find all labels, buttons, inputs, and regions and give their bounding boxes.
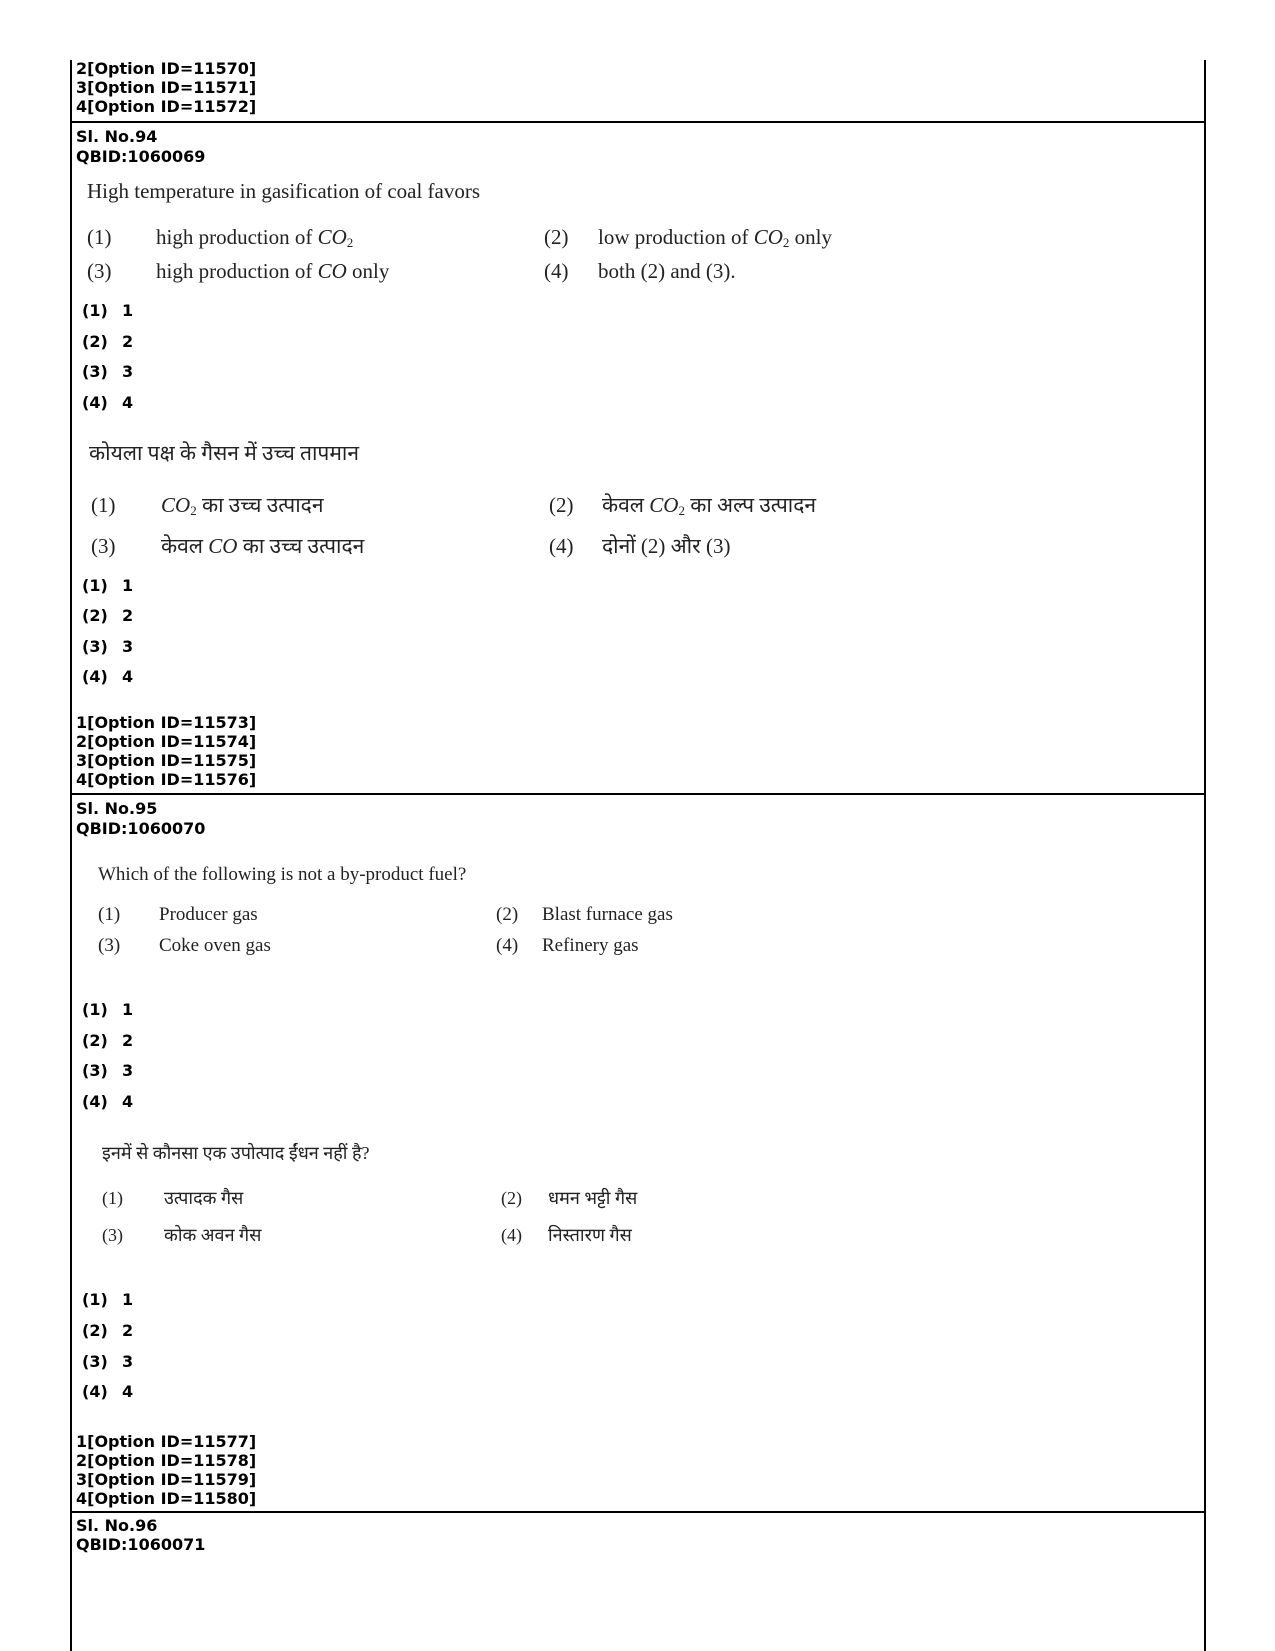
divider-q94 — [70, 121, 1206, 123]
choice-number: (4) — [544, 259, 569, 283]
serial-number: Sl. No.95 — [76, 799, 158, 818]
choice-text: केवल CO का उच्च उत्पादन — [161, 534, 365, 558]
answer-option[interactable]: (2) 2 — [82, 606, 134, 625]
choice-number: (2) — [549, 493, 574, 517]
answer-option[interactable]: (4) 4 — [82, 1382, 134, 1401]
answer-option[interactable]: (3) 3 — [82, 637, 134, 656]
choice-text: high production of $CO_2$ — [156, 225, 354, 250]
choice-number: (1) — [91, 493, 116, 517]
choice-text: $CO_2$ का उच्च उत्पादन — [161, 493, 324, 518]
page-frame — [70, 60, 1206, 1651]
choice-number: (1) — [87, 225, 112, 249]
choice-number: (1) — [98, 904, 121, 925]
answer-option[interactable]: (4) 4 — [82, 1092, 134, 1111]
answer-option[interactable]: (2) 2 — [82, 1031, 134, 1050]
choice-text: both (2) and (3). — [598, 259, 736, 283]
question-text-en: High temperature in gasification of coal favors — [87, 179, 481, 203]
answer-option[interactable]: (3) 3 — [82, 1061, 134, 1080]
question-text-hi: इनमें से कौनसा एक उपोत्पाद ईंधन नहीं है? — [102, 1143, 370, 1163]
option-id-line: 4[Option ID=11580] — [76, 1489, 257, 1508]
answer-option[interactable]: (1) 1 — [82, 301, 134, 320]
choice-number: (3) — [102, 1225, 123, 1245]
divider-q95 — [70, 793, 1206, 795]
divider-q96 — [70, 1511, 1206, 1513]
choice-number: (2) — [496, 904, 519, 925]
qbid: QBID:1060070 — [76, 819, 206, 838]
choice-number: (4) — [549, 534, 574, 558]
option-id-line: 3[Option ID=11579] — [76, 1470, 257, 1489]
choice-number: (3) — [98, 935, 121, 956]
answer-option[interactable]: (1) 1 — [82, 1290, 134, 1309]
answer-option[interactable]: (2) 2 — [82, 1321, 134, 1340]
option-id-line: 4[Option ID=11576] — [76, 770, 257, 789]
choice-text: high production of CO only — [156, 259, 390, 283]
choice-number: (2) — [544, 225, 569, 249]
answer-option[interactable]: (2) 2 — [82, 332, 134, 351]
choice-text: उत्पादक गैस — [164, 1188, 244, 1208]
choice-text: निस्तारण गैस — [548, 1225, 632, 1245]
serial-number: Sl. No.96 — [76, 1516, 158, 1535]
choice-text: दोनों (2) और (3) — [602, 534, 731, 558]
option-id-line: 2[Option ID=11574] — [76, 732, 257, 751]
choice-number: (3) — [87, 259, 112, 283]
qbid: QBID:1060071 — [76, 1535, 206, 1554]
question-text-en: Which of the following is not a by-product fuel? — [98, 864, 467, 885]
choice-number: (2) — [501, 1188, 522, 1208]
choice-number: (3) — [91, 534, 116, 558]
serial-number: Sl. No.94 — [76, 127, 158, 146]
answer-option[interactable]: (1) 1 — [82, 1000, 134, 1019]
answer-option[interactable]: (3) 3 — [82, 1352, 134, 1371]
choice-number: (1) — [102, 1188, 123, 1208]
choice-text: Blast furnace gas — [542, 904, 673, 925]
choice-text: कोक अवन गैस — [164, 1225, 262, 1245]
choice-text: केवल $CO_2$ का अल्प उत्पादन — [602, 493, 817, 518]
choice-text: Coke oven gas — [159, 935, 271, 956]
qbid: QBID:1060069 — [76, 147, 206, 166]
option-id-line: 4[Option ID=11572] — [76, 97, 257, 116]
answer-option[interactable]: (3) 3 — [82, 362, 134, 381]
option-id-line: 1[Option ID=11573] — [76, 713, 257, 732]
option-id-line: 2[Option ID=11578] — [76, 1451, 257, 1470]
answer-option[interactable]: (4) 4 — [82, 393, 134, 412]
option-id-line: 3[Option ID=11571] — [76, 78, 257, 97]
question-text-hi: कोयला पक्ष के गैसन में उच्च तापमान — [89, 441, 360, 465]
option-id-line: 1[Option ID=11577] — [76, 1432, 257, 1451]
choice-text: Refinery gas — [542, 935, 639, 956]
answer-option[interactable]: (4) 4 — [82, 667, 134, 686]
choice-text: low production of $CO_2$ only — [598, 225, 833, 250]
choice-text: Producer gas — [159, 904, 258, 925]
choice-number: (4) — [501, 1225, 522, 1245]
choice-number: (4) — [496, 935, 519, 956]
answer-option[interactable]: (1) 1 — [82, 576, 134, 595]
choice-text: धमन भट्टी गैस — [548, 1188, 638, 1208]
option-id-line: 2[Option ID=11570] — [76, 59, 257, 78]
option-id-line: 3[Option ID=11575] — [76, 751, 257, 770]
